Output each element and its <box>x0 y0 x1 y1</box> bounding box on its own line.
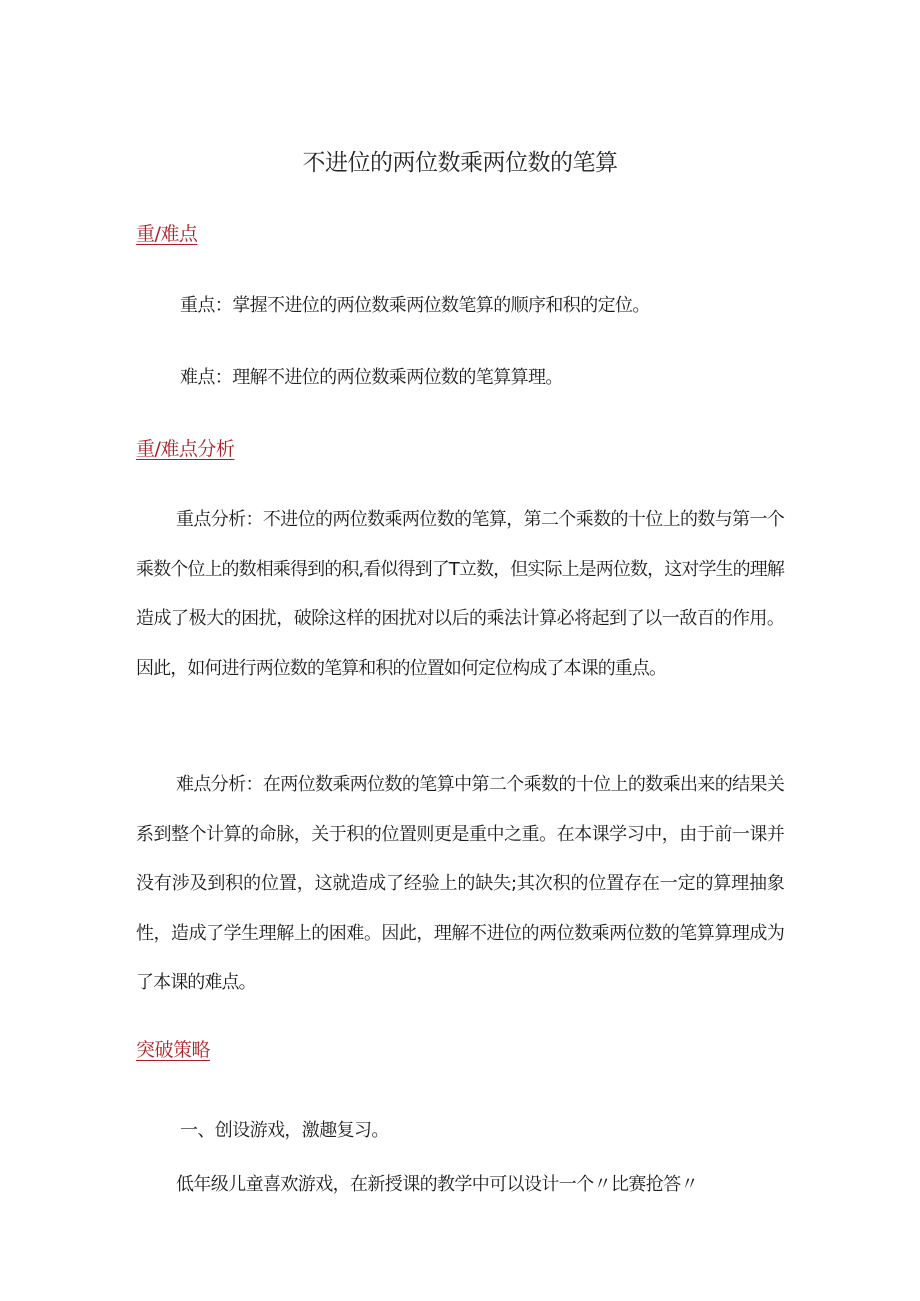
difficulty-analysis-paragraph: 难点分析：在两位数乘两位数的笔算中第二个乘数的十位上的数乘出来的结果关系到整个计算的命脉，关于积的位置则更是重中之重。在本课学习中，由于前一课并没有涉及到积的位置，这就造成了经验上的缺失;其次积的位置存在一定的算理抽象性，造成了学生理解上的困难。因此，理解不进位的两位数乘两位数的笔算算理成为了本课的难点。 <box>136 774 784 993</box>
strategy-step-1-text: 低年级儿童喜欢游戏，在新授课的教学中可以设计一个〃比赛抢答〃 <box>176 1174 698 1195</box>
focus-analysis-paragraph: 重点分析：不进位的两位数乘两位数的笔算，第二个乘数的十位上的数与第一个乘数个位上的数相乘得到的积,看似得到了T立数，但实际上是两位数，这对学生的理解造成了极大的困扰，破除这样的困扰对以后的乘法计算必将起到了以一敌百的作用。因此，如何进行两位数的笔算和积的位置如何定位构成了本课的重点。 <box>136 509 784 679</box>
document-title: 不进位的两位数乘两位数的笔算 <box>302 150 618 176</box>
section-heading-analysis[interactable]: 重/难点分析 <box>136 438 235 460</box>
section-heading-key-points[interactable]: 重/难点 <box>136 223 198 245</box>
strategy-step-1-heading: 一、创设游戏，激趣复习。 <box>180 1120 389 1141</box>
focus-point-text: 重点：掌握不进位的两位数乘两位数笔算的顺序和积的定位。 <box>180 295 650 316</box>
difficulty-point-text: 难点：理解不进位的两位数乘两位数的笔算算理。 <box>180 367 563 388</box>
section-heading-strategy[interactable]: 突破策略 <box>136 1039 211 1061</box>
